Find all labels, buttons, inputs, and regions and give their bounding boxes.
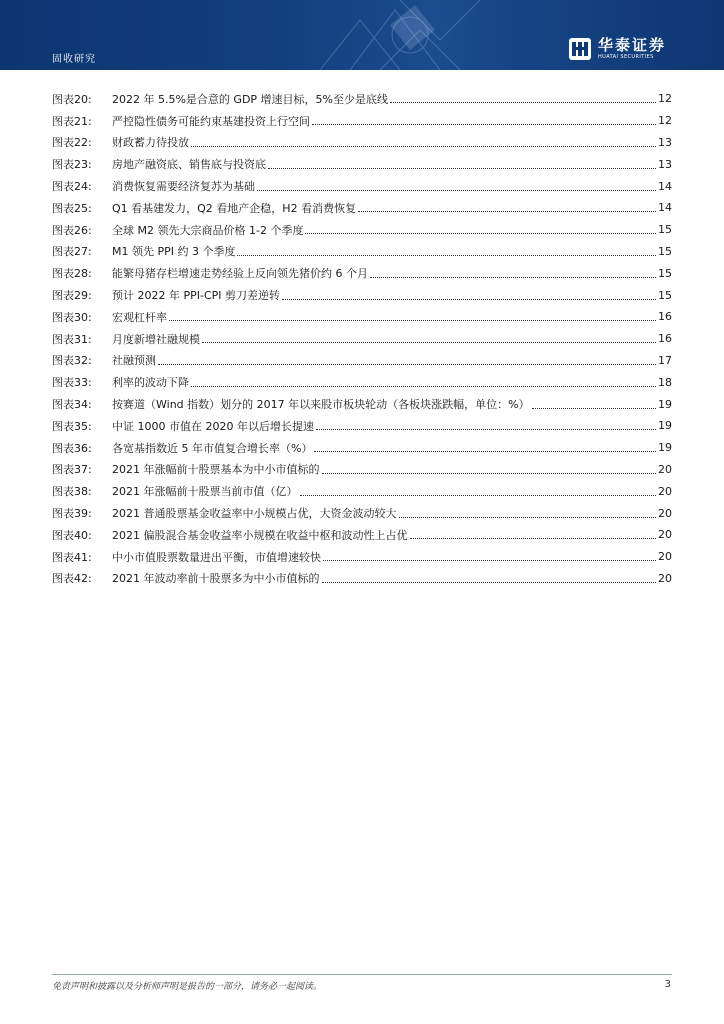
toc-entry[interactable]: [52, 153, 672, 175]
toc-entry[interactable]: [52, 219, 672, 241]
toc-entry-label: 图表30:: [52, 310, 92, 324]
toc-entry-page: 15: [658, 288, 672, 302]
toc-entry-title: 中证 1000 市值在 2020 年以后增长提速: [112, 419, 314, 433]
toc-leader-dots: [322, 473, 657, 474]
toc-entry-page: 20: [658, 506, 672, 520]
toc-entry-page: 16: [658, 310, 672, 324]
toc-entry-title: M1 领先 PPI 约 3 个季度: [112, 245, 236, 259]
page-header: [0, 0, 724, 70]
toc-entry-title: 房地产融资底、销售底与投资底: [112, 158, 266, 172]
toc-entry-title: 预计 2022 年 PPI-CPI 剪刀差逆转: [112, 289, 281, 303]
toc-entry-title: 按赛道（Wind 指数）划分的 2017 年以来股市板块轮动（各板块涨跌幅，单位：%）: [112, 398, 530, 412]
toc-entry-page: 19: [658, 419, 672, 433]
toc-entry-page: 15: [658, 244, 672, 258]
toc-entry-title: 中小市值股票数量进出平衡，市值增速较快: [112, 550, 321, 564]
toc-entry[interactable]: [52, 262, 672, 284]
toc-leader-dots: [237, 255, 656, 256]
toc-entry[interactable]: [52, 350, 672, 372]
toc-leader-dots: [191, 146, 656, 147]
toc-entry-title: Q1 看基建发力，Q2 看地产企稳，H2 看消费恢复: [112, 201, 357, 215]
toc-entry-title: 2021 普通股票基金收益率中小规模占优，大资金波动较大: [112, 507, 397, 521]
toc-entry[interactable]: [52, 415, 672, 437]
toc-entry-label: 图表33:: [52, 376, 92, 390]
toc-entry-label: 图表42:: [52, 572, 92, 586]
toc-entry-page: 20: [658, 462, 672, 476]
huatai-logo-icon: [568, 37, 592, 61]
toc-entry-label: 图表35:: [52, 419, 92, 433]
toc-entry[interactable]: [52, 197, 672, 219]
toc-leader-dots: [305, 233, 656, 234]
toc-entry-page: 15: [658, 223, 672, 237]
toc-entry-title: 2021 年涨幅前十股票当前市值（亿）: [112, 485, 298, 499]
toc-entry-label: 图表37:: [52, 463, 92, 477]
toc-leader-dots: [202, 342, 656, 343]
toc-entry-title: 社融预测: [112, 354, 156, 368]
toc-entry[interactable]: [52, 371, 672, 393]
toc-leader-dots: [314, 451, 656, 452]
toc-entry[interactable]: [52, 437, 672, 459]
toc-entry-label: 图表32:: [52, 354, 92, 368]
toc-entry-label: 图表26:: [52, 223, 92, 237]
toc-entry-page: 17: [658, 353, 672, 367]
toc-leader-dots: [410, 538, 657, 539]
toc-entry-page: 18: [658, 375, 672, 389]
toc-leader-dots: [268, 168, 656, 169]
toc-entry-label: 图表36:: [52, 441, 92, 455]
toc-entry[interactable]: [52, 524, 672, 546]
toc-entry-label: 图表28:: [52, 267, 92, 281]
toc-entry-page: 14: [658, 179, 672, 193]
brand-english-name: HUATAI SECURITIES: [597, 54, 654, 60]
toc-leader-dots: [312, 124, 656, 125]
toc-entry-page: 13: [658, 135, 672, 149]
toc-entry[interactable]: [52, 241, 672, 263]
header-decoration: [300, 0, 500, 70]
toc-entry-page: 20: [658, 528, 672, 542]
toc-entry-page: 20: [658, 484, 672, 498]
toc-leader-dots: [316, 429, 656, 430]
toc-entry-page: 14: [658, 201, 672, 215]
toc-entry[interactable]: [52, 284, 672, 306]
toc-leader-dots: [257, 190, 656, 191]
toc-leader-dots: [282, 299, 656, 300]
toc-leader-dots: [323, 560, 656, 561]
toc-entry[interactable]: [52, 88, 672, 110]
toc-leader-dots: [322, 582, 657, 583]
toc-entry-title: 利率的波动下降: [112, 376, 189, 390]
toc-entry-label: 图表25:: [52, 201, 92, 215]
toc-entry-label: 图表21:: [52, 114, 92, 128]
figure-list: [52, 88, 672, 589]
toc-entry[interactable]: [52, 459, 672, 481]
toc-entry-title: 2021 偏股混合基金收益率小规模在收益中枢和波动性上占优: [112, 528, 408, 542]
toc-entry-title: 消费恢复需要经济复苏为基础: [112, 180, 255, 194]
toc-leader-dots: [399, 517, 657, 518]
toc-entry-label: 图表41:: [52, 550, 92, 564]
toc-entry-page: 13: [658, 157, 672, 171]
toc-entry-title: 2022 年 5.5%是合意的 GDP 增速目标，5%至少是底线: [112, 92, 389, 106]
footer-divider: [52, 974, 672, 975]
toc-leader-dots: [532, 408, 656, 409]
toc-entry-label: 图表29:: [52, 289, 92, 303]
toc-entry[interactable]: [52, 110, 672, 132]
toc-entry-label: 图表27:: [52, 245, 92, 259]
toc-leader-dots: [158, 364, 656, 365]
page-number: 3: [664, 979, 671, 990]
toc-entry-page: 20: [658, 550, 672, 564]
toc-entry[interactable]: [52, 306, 672, 328]
toc-entry-page: 12: [658, 114, 672, 128]
toc-entry-label: 图表38:: [52, 485, 92, 499]
toc-entry[interactable]: [52, 568, 672, 590]
toc-entry-page: 15: [658, 266, 672, 280]
toc-entry-label: 图表40:: [52, 528, 92, 542]
toc-entry-label: 图表31:: [52, 332, 92, 346]
toc-leader-dots: [358, 211, 656, 212]
toc-entry-title: 严控隐性债务可能约束基建投资上行空间: [112, 114, 310, 128]
toc-entry[interactable]: [52, 502, 672, 524]
toc-entry-title: 财政蓄力待投放: [112, 136, 189, 150]
toc-entry-label: 图表20:: [52, 92, 92, 106]
toc-entry-title: 能繁母猪存栏增速走势经验上反向领先猪价约 6 个月: [112, 267, 368, 281]
toc-entry-page: 19: [658, 441, 672, 455]
toc-entry[interactable]: [52, 546, 672, 568]
toc-leader-dots: [300, 495, 657, 496]
toc-entry-title: 2021 年波动率前十股票多为中小市值标的: [112, 572, 320, 586]
toc-leader-dots: [390, 102, 656, 103]
toc-leader-dots: [191, 386, 656, 387]
toc-entry-label: 图表24:: [52, 180, 92, 194]
toc-entry-page: 20: [658, 571, 672, 585]
toc-entry-title: 2021 年涨幅前十股票基本为中小市值标的: [112, 463, 320, 477]
toc-entry[interactable]: [52, 328, 672, 350]
toc-entry-label: 图表39:: [52, 507, 92, 521]
toc-entry-page: 12: [658, 92, 672, 106]
toc-entry-title: 宏观杠杆率: [112, 310, 167, 324]
toc-entry-label: 图表34:: [52, 398, 92, 412]
toc-entry[interactable]: [52, 393, 672, 415]
brand-name: 华泰证券: [597, 36, 666, 54]
toc-entry-label: 图表22:: [52, 136, 92, 150]
toc-entry[interactable]: [52, 132, 672, 154]
toc-entry-page: 16: [658, 332, 672, 346]
footer-disclaimer: 免责声明和披露以及分析师声明是报告的一部分，请务必一起阅读。: [52, 982, 323, 992]
toc-entry-page: 19: [658, 397, 672, 411]
toc-leader-dots: [370, 277, 656, 278]
toc-entry-label: 图表23:: [52, 158, 92, 172]
toc-leader-dots: [169, 320, 656, 321]
toc-entry[interactable]: [52, 480, 672, 502]
brand-logo: [568, 35, 666, 63]
toc-entry-title: 各宽基指数近 5 年市值复合增长率（%）: [112, 441, 313, 455]
toc-entry-title: 月度新增社融规模: [112, 332, 200, 346]
toc-entry[interactable]: [52, 175, 672, 197]
toc-entry-title: 全球 M2 领先大宗商品价格 1-2 个季度: [112, 223, 304, 237]
report-category: 固收研究: [52, 54, 96, 65]
